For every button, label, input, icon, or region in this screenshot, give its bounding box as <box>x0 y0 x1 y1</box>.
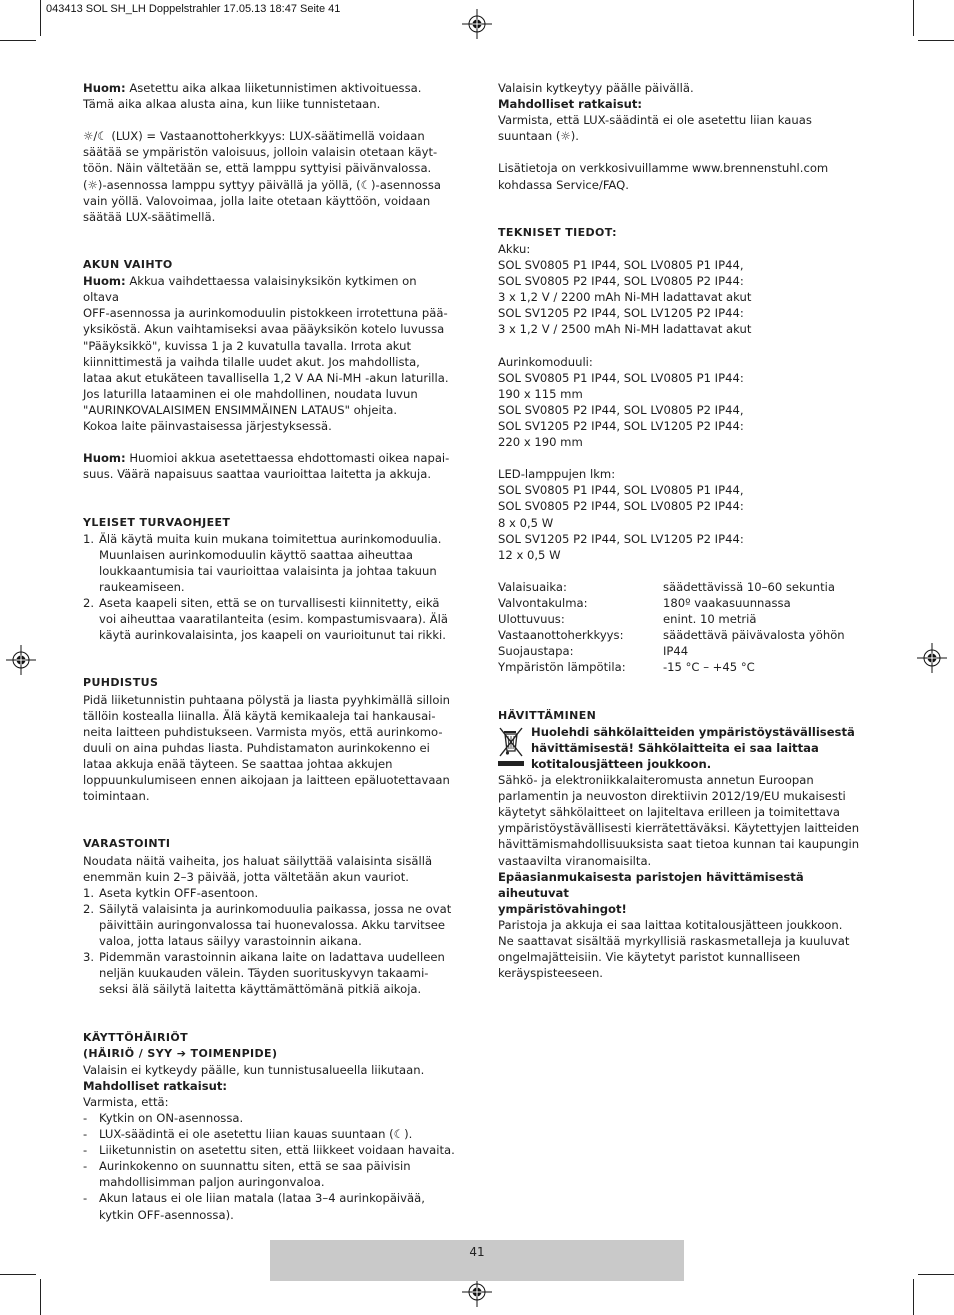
list-item: - Aurinkokenno on suunnattu siten, että se saa päivisin mahdollisimman paljon auringonvaloa. <box>83 1159 411 1190</box>
section-heading-battery: AKUN VAIHTO <box>83 258 173 272</box>
registration-mark-icon <box>6 645 36 675</box>
specs-table <box>498 579 870 676</box>
weee-notice: Huolehdi sähkölaitteiden ympäristöystävällisestä hävittämisestä! Sähkölaitteita ei saa laittaa kotitalousjätteen joukkoon. <box>498 724 870 772</box>
list-item: 2. Aseta kaapeli siten, että se on turvallisesti kiinnitetty, eikä voi aiheuttaa vaaratilanteita (esim. kompastumisvaara). Älä käytä aurinkovalaisinta, jos kaapeli on vaurioitunut tai rikki. <box>83 596 448 643</box>
spec-label: Vastaanottoherkkyys: <box>498 628 624 643</box>
crop-mark-br-v <box>913 1279 914 1315</box>
registration-mark-icon <box>462 1277 492 1307</box>
crop-mark-tl-v <box>40 0 41 36</box>
registration-mark-icon <box>917 643 947 673</box>
spec-label: Valvontakulma: <box>498 596 588 610</box>
spec-value: enint. 10 metriä <box>663 612 757 627</box>
spec-label: Ulottuvuus: <box>498 612 565 627</box>
right-column: Valaisin kytkeytyy päälle päivällä. Mahdolliset ratkaisut: Varmista, että LUX-säädintä ei ole asetettu liian kauas suuntaan (☼). Lisätietoja on verkkosivuillamme www.brennenstuhl.com kohdassa Service/FAQ. TEKNISET TIEDOT: Akku: SOL SV0805 P1 IP44, SOL LV0805 P1 IP44, SOL SV0805 P2 IP44, SOL LV0805 P2 IP44: 3 x 1,2 V / 2200 mAh Ni-MH ladattavat akut SOL SV1205 P2 IP44, SOL LV1205 P2 IP44: 3 x 1,2 V / 2500 mAh Ni-MH ladattavat akut Aurinkomoduuli: SOL SV0805 P1 IP44, SOL LV0805 P1 IP44: 190 x 115 mm SOL SV0805 P2 IP44, SOL LV0805 P2 IP44, SOL SV1205 P2 IP44, SOL LV1205 P2 IP44: 220 x 190 mm LED-lamppujen lkm: SOL SV0805 P1 IP44, SOL LV0805 P1 IP44, SOL SV0805 P2 IP44, SOL LV0805 P2 IP44: 8 x 0,5 W SOL SV1205 P2 IP44, SOL LV1205 P2 IP44: 12 x 0,5 W Valaisuaika: säädettävissä 10–60 sekuntia Valvontakulma: 180º vaakasuunnassa Ulottuvuus: enint. 10 metriä Vastaanottoherkkyys: säädettävä päivävalosta yöhön Suojaustapa: IP44 Ympäristön lämpötila: -15 °C – +45 °C HÄVITTÄMINEN Huolehdi sähkölaitteiden ympäristöystävällisestä hävittämisestä! Sähkölaitteita ei saa laittaa kotitalousjätteen joukkoon. Sähkö- ja elektroniikkalaiteromusta annetun Euroopan parlamentin ja neuvoston direktiivin 2012/19/EU mukaisesti käytetyt sähkölaitteet on lajiteltava erilleen ja toimitettava ympäristöystävällisesti kierrätettäväksi. Käytettyjen laitteiden hävittämismahdollisuuksista saat tietoa kunnan tai kaupungin vastaavilta viranomaisilta. Epäasianmukaisesta paristojen hävittämisestä aiheutuvat ympäristövahingot! Paristoja ja akkuja ei saa laittaa kotitalousjätteen joukkoon. Ne saattavat sisältää myrkyllisiä raskasmetalleja ja kuuluvat ongelmajätteisiin. Vie käytetyt paristot kunnalliseen keräyspisteeseen. <box>498 80 870 981</box>
spec-label: Suojaustapa: <box>498 644 574 659</box>
page-number: 41 <box>469 1245 485 1259</box>
section-heading-safety: YLEISET TURVAOHJEET <box>83 515 231 529</box>
spec-value: säädettävä päivävalosta yöhön <box>663 628 845 643</box>
spec-value: IP44 <box>663 644 689 659</box>
crop-mark-tl-h <box>0 40 36 41</box>
list-item: - Akun lataus ei ole liian matala (lataa 3–4 aurinkopäivää, kytkin OFF-asennossa). <box>83 1191 425 1222</box>
list-item: 2. Säilytä valaisinta ja aurinkomoduulia paikassa, jossa ne ovat päivittäin auringonvalossa tai huonevalossa. Akku tarvitsee valoa, jotta lataus säilyy varastoinnin aikana. <box>83 901 452 948</box>
list-item: - Liiketunnistin on asetettu siten, että liikkeet voidaan havaita. <box>83 1143 455 1158</box>
list-item: - LUX-säädintä ei ole asetettu liian kauas suuntaan (☾). <box>83 1127 413 1142</box>
crop-mark-bl-v <box>40 1279 41 1315</box>
safety-list <box>83 531 455 644</box>
crop-mark-tr-h <box>918 40 954 41</box>
list-item: - Kytkin on ON-asennossa. <box>83 1111 244 1125</box>
section-heading-troubleshooting: KÄYTTÖHÄIRIÖT <box>83 1030 188 1044</box>
list-item: 1. Älä käytä muita kuin mukana toimitettua aurinkomoduulia. Muunlaisen aurinkomoduulin käyttö saattaa aiheuttaa loukkaantumisia tai vaurioittaa valaisinta ja johtaa takuun raukeamiseen. <box>83 531 442 594</box>
list-item: 1. Aseta kytkin OFF-asentoon. <box>83 885 259 900</box>
list-item: 3. Pidemmän varastoinnin aikana laite on ladattava uudelleen neljän kuukauden välein. Täyden suorituskyvyn takaami- seksi älä säilytä laitetta käyttämättömänä pitkiä aikoja. <box>83 950 445 997</box>
left-column: Huom: Asetettu aika alkaa liiketunnistimen aktivoituessa. Tämä aika alkaa alusta aina, kun liike tunnistetaan. ☼/☾ (LUX) = Vastaanottoherkkyys: LUX-säätimellä voidaan säätää se ympäristön valoisuus, jolloin valaisin otetaan käyt- töön. Näin vältetään se, että lamppu syttyisi päivänvalossa. (☼)-asennossa lamppu syttyy päivällä ja yöllä, (☾)-asennossa vain yöllä. Valovoimaa, jolla laite otetaan käyttöön, voidaan säätää LUX-säätimellä. AKUN VAIHTO Huom: Akkua vaihdettaessa valaisinyksikön kytkimen on oltava OFF-asennossa ja aurinkomoduulin pistokkeen irrotettuna pää- yksiköstä. Akun vaihtamiseksi avaa pääyksikön kotelo luvussa "Pääyksikkö", kuvissa 1 ja 2 kuvatulla tavalla. Irrota akut kiinnittimestä ja vaihda tilalle uudet akut. Jos mahdollista, lataa akut etukäteen tavallisella 1,2 V AA Ni-MH -akun laturilla. Jos laturilla lataaminen ei ole mahdollinen, noudata luvun "AURINKOVALAISIMEN ENSIMMÄINEN LATAUS" ohjeita. Kokoa laite päinvastaisessa järjestyksessä. Huom: Huomioi akkua asetettaessa ehdottomasti oikea napai- suus. Väärä napaisuus saattaa vaurioittaa laitetta ja akkuja. YLEISET TURVAOHJEET 1. Älä käytä muita kuin mukana toimitettua aurinkomoduulia. Muunlaisen aurinkomoduulin käyttö saattaa aiheuttaa loukkaantumisia tai vaurioittaa valaisinta ja johtaa takuun raukeamiseen. 2. Aseta kaapeli siten, että se on turvallisesti kiinnitetty, eikä voi aiheuttaa vaaratilanteita (esim. kompastumisvaara). Älä käytä aurinkovalaisinta, jos kaapeli on vaurioitunut tai rikki. PUHDISTUS Pidä liiketunnistin puhtaana pölystä ja liasta pyyhkimällä silloin tällöin kostealla liinalla. Älä käytä kemikaaleja tai hankausai- neita laitteen puhdistukseen. Varmista myös, että aurinkomo- duuli on aina puhdas liasta. Puhdistamaton aurinkokenno ei lataa akkuja enää täyteen. Se saattaa johtaa akkujen loppuunkulumiseen ennen aikojaan ja laitteen epäluotettavaan toimintaan. VARASTOINTI Noudata näitä vaiheita, jos haluat säilyttää valaisinta sisällä enemmän kuin 2–3 päivää, jotta vältetään akun vauriot. 1. Aseta kytkin OFF-asentoon. 2. Säilytä valaisinta ja aurinkomoduulia paikassa, jossa ne ovat päivittäin auringonvalossa tai huonevalossa. Akku tarvitsee valoa, jotta lataus säilyy varastoinnin aikana. 3. Pidemmän varastoinnin aikana laite on ladattava uudelleen neljän kuukauden välein. Täyden suorituskyvyn takaami- seksi älä säilytä laitetta käyttämättömänä pitkiä aikoja. KÄYTTÖHÄIRIÖT (HÄIRIÖ / SYY ➔ TOIMENPIDE) Valaisin ei kytkeydy päälle, kun tunnistusalueella liikutaan. Mahdolliset ratkaisut: Varmista, että: - Kytkin on ON-asennossa. - LUX-säädintä ei ole asetettu liian kauas suuntaan (☾). - Liiketunnistin on asetettu siten, että liikkeet voidaan havaita. - Aurinkokenno on suunnattu siten, että se saa päivisin mahdollisimman paljon auringonvaloa. - Akun lataus ei ole liian matala (lataa 3–4 aurinkopäivää, kytkin OFF-asennossa). <box>83 81 455 1222</box>
crossed-out-bin-icon <box>498 725 524 769</box>
website-info: Lisätietoja on verkkosivuillamme www.brennenstuhl.com <box>498 161 829 176</box>
spec-label: Valaisuaika: <box>498 579 567 594</box>
crop-mark-tr-v <box>913 0 914 36</box>
note-label: Huom: <box>83 81 126 95</box>
section-heading-cleaning: PUHDISTUS <box>83 676 159 690</box>
storage-list <box>83 885 455 998</box>
section-heading-technical: TEKNISET TIEDOT: <box>498 225 617 239</box>
registration-mark-icon <box>462 9 492 39</box>
note-paragraph: Huom: Asetettu aika alkaa liiketunnistimen aktivoituessa. <box>83 81 422 95</box>
section-heading-storage: VARASTOINTI <box>83 837 171 851</box>
spec-value: -15 °C – +45 °C <box>663 660 755 675</box>
section-subheading: (HÄIRIÖ / SYY ➔ TOIMENPIDE) <box>83 1046 278 1060</box>
printer-slug: 043413 SOL SH_LH Doppelstrahler 17.05.13 18:47 Seite 41 <box>46 3 341 15</box>
section-heading-disposal: HÄVITTÄMINEN <box>498 708 597 722</box>
spec-value: säädettävissä 10–60 sekuntia <box>663 579 835 594</box>
spec-label: Ympäristön lämpötila: <box>498 660 626 675</box>
page-footer <box>270 1240 684 1281</box>
crop-mark-bl-h <box>0 1274 36 1275</box>
spec-value: 180º vaakasuunnassa <box>663 596 791 610</box>
trouble-list <box>83 1110 455 1223</box>
crop-mark-br-h <box>918 1274 954 1275</box>
